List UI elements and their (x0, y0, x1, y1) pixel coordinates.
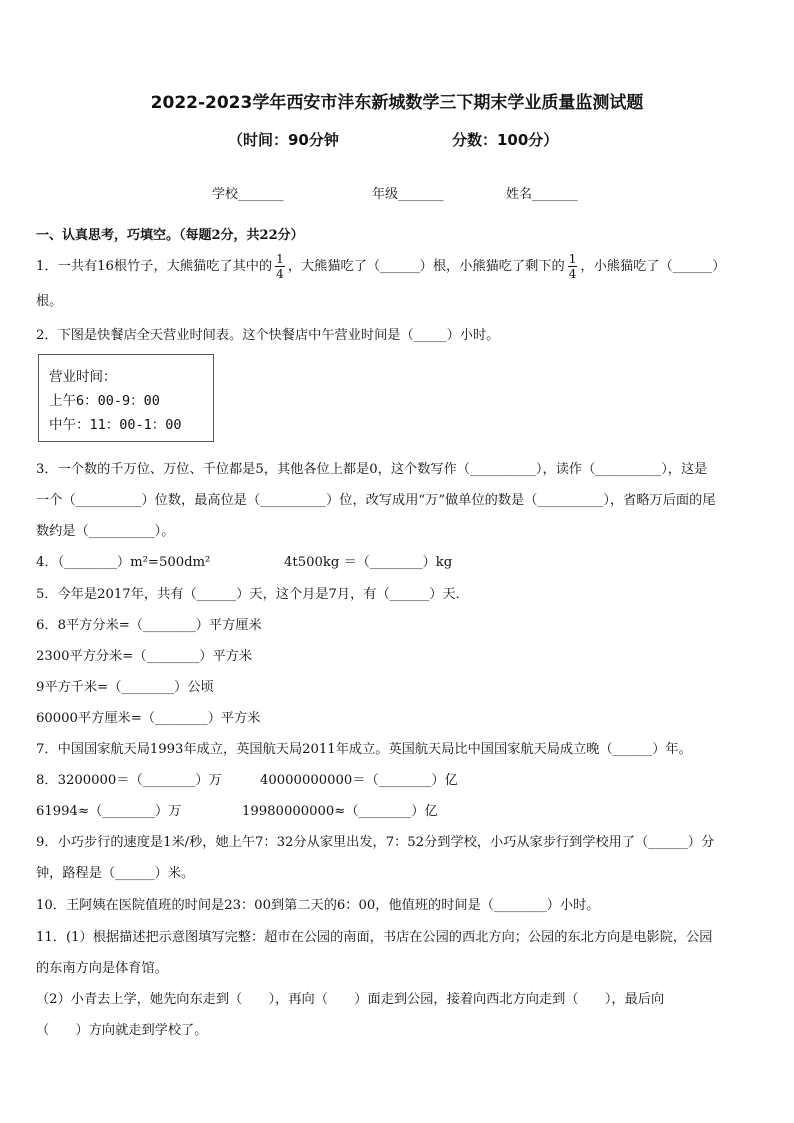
fraction-2 (568, 252, 578, 281)
q1-text-b: ，大熊猫吃了（______）根，小熊猫吃了剩下的 (287, 259, 565, 274)
question-1 (36, 252, 725, 281)
question-9-line-1: 9．小巧步行的速度是1米/秒，她上午7：32分从家里出发，7：52分到学校，小巧从家步行到学校用了（______）分 (36, 835, 715, 850)
question-1-cont: 根。 (36, 294, 63, 309)
question-8c: 61994≈（________）万 (36, 804, 182, 819)
q1-text-c: ，小熊猫吃了（______） (580, 259, 726, 274)
fraction-numerator: 1 (568, 252, 577, 266)
question-11-line-2: 的东南方向是体育馆。 (36, 961, 168, 976)
schedule-box (38, 354, 214, 442)
schedule-noon: 中午：11：00-1：00 (49, 417, 182, 433)
school-field: 学校_______ (212, 187, 284, 202)
question-3-line-2: 一个（__________）位数，最高位是（__________）位，改写成用“万”做单位的数是（__________），省略万后面的尾 (36, 493, 716, 508)
question-11-line-4: （ ）方向就走到学校了。 (36, 1023, 208, 1038)
fraction-1 (275, 252, 285, 281)
section-heading: 一、认真思考，巧填空。（每题2分，共22分） (36, 228, 304, 243)
question-3-line-3: 数约是（__________）。 (36, 524, 175, 539)
q1-text-a: 1．一共有16根竹子，大熊猫吃了其中的 (36, 259, 273, 274)
name-field: 姓名_______ (506, 187, 578, 202)
question-3-line-1: 3．一个数的千万位、万位、千位都是5，其他各位上都是0，这个数写作（__________），读作（__________），这是 (36, 462, 708, 477)
exam-score: 分数：100分） (452, 131, 559, 149)
question-8d: 19980000000≈（________）亿 (242, 804, 438, 819)
question-6d: 60000平方厘米=（________）平方米 (36, 711, 261, 726)
question-5: 5．今年是2017年，共有（______）天，这个月是7月，有（______）天． (36, 587, 469, 602)
question-8a: 8．3200000＝（________）万 (36, 773, 222, 788)
fraction-denominator: 4 (568, 267, 577, 281)
exam-time: （时间：90分钟 (228, 131, 339, 149)
question-6a: 6．8平方分米=（________）平方厘米 (36, 618, 262, 633)
question-11-line-3: （2）小青去上学，她先向东走到（ ），再向（ ）面走到公园，接着向西北方向走到（ ），最后向 (36, 992, 665, 1007)
question-4b: 4t500kg ＝（________）kg (284, 555, 453, 570)
question-4a: 4．（________）m²=500dm² (36, 555, 211, 570)
question-9-line-2: 钟，路程是（______）米。 (36, 866, 195, 881)
question-2: 2．下图是快餐店全天营业时间表。这个快餐店中午营业时间是（_____）小时。 (36, 328, 500, 343)
fraction-denominator: 4 (276, 267, 284, 281)
grade-field: 年级_______ (372, 187, 444, 202)
question-6b: 2300平方分米=（________）平方米 (36, 649, 253, 664)
question-6c: 9平方千米=（________）公顷 (36, 680, 214, 695)
schedule-morning: 上午6：00-9：00 (49, 393, 160, 409)
question-8b: 40000000000＝（________）亿 (260, 773, 458, 788)
question-11-line-1: 11．(1）根据描述把示意图填写完整：超市在公园的南面，书店在公园的西北方向；公园的东北方向是电影院，公园 (36, 930, 713, 945)
schedule-heading: 营业时间： (49, 369, 117, 385)
fraction-numerator: 1 (276, 252, 284, 266)
question-7: 7．中国国家航天局1993年成立，英国航天局2011年成立。英国航天局比中国国家航天局成立晚（______）年。 (36, 742, 692, 757)
exam-title: 2022-2023学年西安市沣东新城数学三下期末学业质量监测试题 (150, 93, 644, 113)
question-10: 10．王阿姨在医院值班的时间是23：00到第二天的6：00，他值班的时间是（________）小时。 (36, 898, 600, 913)
